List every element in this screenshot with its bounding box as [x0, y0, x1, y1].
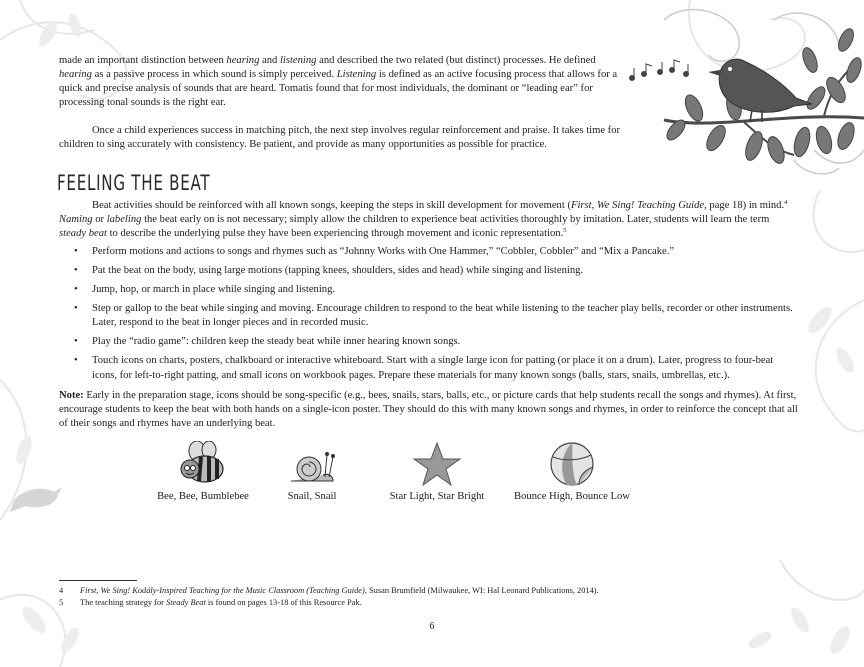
beat-activities-list	[59, 245, 799, 383]
note-paragraph: Note: Early in the preparation stage, icons should be song-specific (e.g., bees, snails, stars, balls, etc., or picture cards that help students recall the songs and rhymes). At first, encourage students to keep the beat with both hands on a single-icon poster. They should do this with many known songs and rhymes, in order to reinforce the concept that all of their songs and rhymes have an underlying beat.	[59, 389, 798, 429]
icon-card-bee	[137, 441, 269, 504]
list-item: • Step or gallop to the beat while singing and moving. Encourage children to respond to the beat while listening to the teacher play bells, recorder or other instruments. Later, respond to the beat in longer pieces and in recorded music.	[59, 302, 799, 330]
snail-icon	[287, 441, 337, 487]
list-item: • Jump, hop, or march in place while singing and listening.	[59, 283, 799, 297]
footnote-ref-4: 4	[784, 198, 788, 206]
bee-icon	[179, 441, 227, 487]
footnote-ref-5: 5	[563, 226, 567, 234]
footnote-divider	[59, 580, 137, 581]
footnote-4: 4 First, We Sing! Kodály-Inspired Teaching for the Music Classroom (Teaching Guide), Susan Brumfield (Milwaukee, WI: Hal Leonard Publications, 2014).	[59, 586, 599, 595]
list-item: • Touch icons on charts, posters, chalkboard or interactive whiteboard. Start with a single large icon for patting (or place it on a drum). Later, progress to four-beat icons, for left-to-right patting, and small icons on workbook pages. Prepare these materials for many known songs (balls, stars, snails, umbrellas, etc.).	[59, 354, 799, 382]
song-icons-row	[59, 441, 799, 507]
list-item: • Play the “radio game”: children keep the steady beat while inner hearing known songs.	[59, 335, 799, 349]
pitch-paragraph: Once a child experiences success in matching pitch, the next step involves regular reinforcement and praise. It takes time for children to sing accurately with consistency. Be patient, and provide as many opportunities as possible for practice.	[59, 125, 621, 151]
page-number: 6	[429, 621, 435, 632]
icon-label: Star Light, Star Bright	[389, 490, 485, 502]
footnote-5: 5 The teaching strategy for Steady Beat is found on pages 13-18 of this Resource Pak.	[59, 597, 362, 607]
icon-card-snail	[267, 441, 357, 504]
icon-card-ball	[497, 441, 647, 504]
ball-icon	[549, 441, 595, 487]
icon-label: Snail, Snail	[287, 490, 337, 502]
note-label: Note:	[59, 389, 84, 401]
intro-paragraph: made an important distinction between hearing and listening and described the two related (but distinct) processes. He defined hearing as a passive process in which sound is simply perceived. Listening is defined as an active focusing process that allows for a quick and precise analysis of sounds that are heard. Tomatis found that for most individuals, the dominant or “leading ear” for processing tonal sounds is the right ear.	[59, 55, 618, 109]
icon-label: Bee, Bee, Bumblebee	[157, 490, 249, 502]
list-item: • Pat the beat on the body, using large motions (tapping knees, shoulders, sides and head) while singing and listening.	[59, 264, 799, 278]
icon-label: Bounce High, Bounce Low	[514, 490, 630, 502]
section-heading: FEELING THE BEAT	[57, 170, 211, 195]
star-icon	[412, 441, 462, 487]
beat-paragraph: Beat activities should be reinforced with all known songs, keeping the steps in skill development for movement (First, We Sing! Teaching Guide, page 18) in mind.$^4$ Naming or labeling the beat early on is not necessary; simply allow the children to experience beat activities thoroughly by imitation. Later, students will learn the term steady beat to describe the underlying pulse they have been experiencing through movement and iconic representation.$^5$	[59, 198, 788, 239]
list-item: • Perform motions and actions to songs and rhymes such as “Johnny Works with One Hammer,” “Cobbler, Cobbler” and “Mix a Pancake.”	[59, 245, 799, 259]
icon-card-star	[367, 441, 507, 504]
footnotes	[59, 580, 819, 608]
page-content	[59, 54, 799, 507]
